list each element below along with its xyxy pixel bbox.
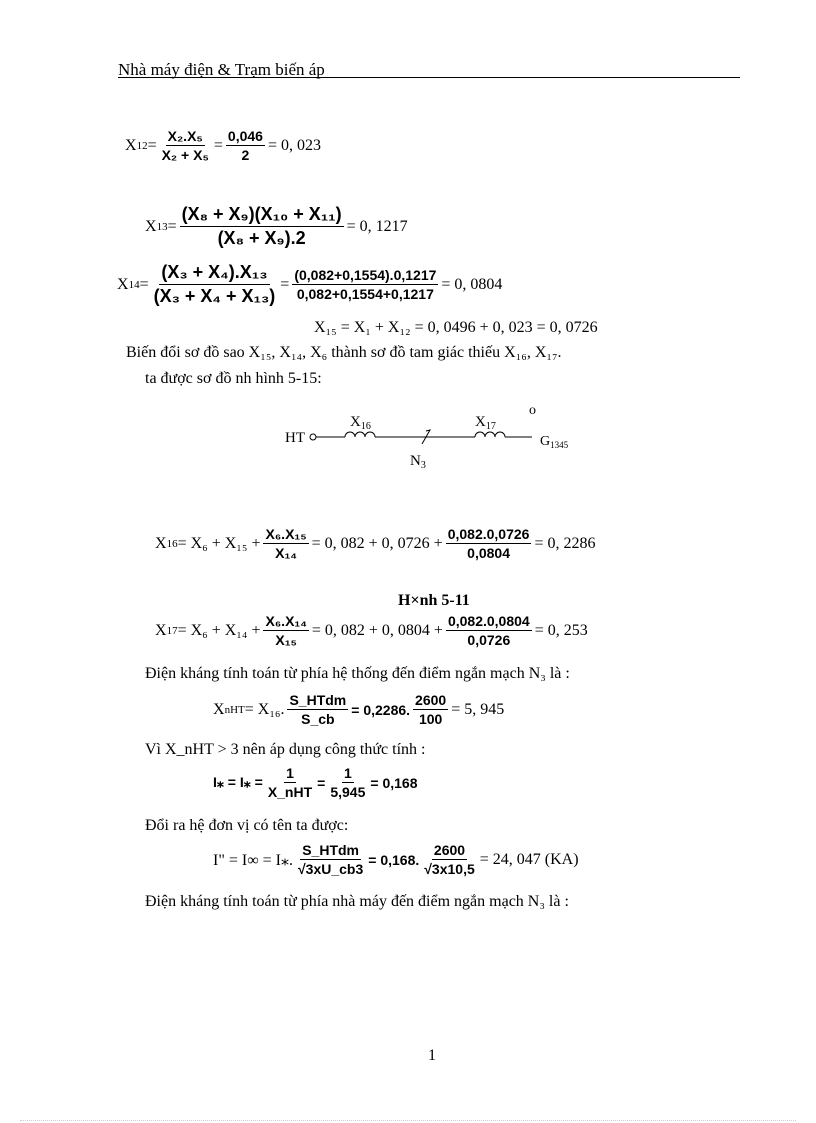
equation-x12: X 12 = $\frac{\text{X₂.X₅}}{\text{X₂ + X₅}}$ = $\frac{0,046}{2}$ = 0, 023 — [125, 128, 321, 163]
paragraph: Điện kháng tính toán từ phía nhà máy đến điểm ngắn mạch N₃ là : — [145, 893, 569, 910]
equation-i-ka: I" = I∞ = I⁎. $\frac{\text{S\_HTdm}}{√3xU\_cb3}$ = 0,168. $\frac{2600}{√3x10,5}$ = 24, 047 (KA) — [213, 842, 579, 877]
header-rule — [118, 77, 740, 78]
page-header: Nhà máy điện & Trạm biến áp — [118, 60, 325, 79]
equation-xnht: X nHT = X₁₆. $\frac{\text{S\_HTdm}}{S\_cb}$ = 0,2286. $\frac{2600}{100}$ = 5, 945 — [213, 692, 505, 727]
fraction: $\frac{2600}{√3x10,5}$ — [424, 842, 475, 877]
diagram-label-x17: $X_{17}$ — [475, 414, 496, 432]
inductor-x16-symbol — [345, 432, 375, 437]
paragraph: Điện kháng tính toán từ phía hệ thống đến điểm ngắn mạch N₃ là : — [145, 665, 570, 682]
diagram-label-o: o — [529, 403, 536, 418]
paragraph: Đổi ra hệ đơn vị có tên ta được: — [145, 817, 349, 834]
fraction: $\frac{0,046}{2}$ — [227, 128, 263, 163]
fraction: $\frac{\text{(X₈ + X₉)(X₁₀ + X₁₁)}}{\text{(X₈ + X₉).2}}$ — [181, 204, 342, 248]
diagram-label-x16: $X_{16}$ — [350, 414, 371, 432]
fraction: $\frac{\text{(X₃ + X₄).X₁₃}}{\text{(X₃ + X₄ + X₁₃)}}$ — [153, 262, 276, 306]
equation-x13: X 13 = $\frac{\text{(X₈ + X₉)(X₁₀ + X₁₁)}}{\text{(X₈ + X₉).2}}$ = 0, 1217 — [145, 204, 408, 248]
eq-lhs: X — [125, 136, 137, 154]
figure-caption: H×nh 5-11 — [398, 592, 470, 609]
diagram-label-n3: $N_3$ — [410, 453, 426, 471]
fraction: $\frac{(0,082+0,1554).0,1217}{0,082+0,1554+0,1217}$ — [294, 267, 437, 302]
equation-x17: X 17 = X₆ + X₁₄ + $\frac{\text{X₆.X₁₄}}{\text{X₁₅}}$ = 0, 082 + 0, 0804 + $\frac{0,082.0,0804}{0,0726}$ = 0, 253 — [155, 613, 588, 648]
equation-x15: X₁₅ = X₁ + X₁₂ = 0, 0496 + 0, 023 = 0, 0726 — [314, 319, 598, 336]
terminal-node — [310, 434, 316, 440]
paragraph: ta được sơ đồ nh hình 5-15: — [145, 370, 322, 387]
fraction: $\frac{\text{X₂.X₅}}{\text{X₂ + X₅}}$ — [161, 128, 209, 163]
inductor-x17-symbol — [475, 432, 505, 437]
page-bottom-edge — [20, 1120, 796, 1121]
equation-i-star: I⁎ = I⁎ = $\frac{1}{\text{X\_nHT}}$ = $\frac{1}{5,945}$ = 0,168 — [213, 765, 418, 800]
diagram-label-g: $G_{1345}$ — [540, 434, 569, 450]
equivalent-circuit-diagram — [270, 398, 590, 478]
fraction: $\frac{\text{X₆.X₁₄}}{\text{X₁₅}}$ — [265, 613, 307, 648]
diagram-label-ht: HT — [285, 430, 305, 446]
fraction: $\frac{2600}{100}$ — [415, 692, 447, 727]
page-number: 1 — [428, 1047, 436, 1064]
paragraph: Biến đổi sơ đồ sao X₁₅, X₁₄, X₆ thành sơ đồ tam giác thiếu X₁₆, X₁₇. — [126, 344, 562, 361]
equation-x14: X 14 = $\frac{\text{(X₃ + X₄).X₁₃}}{\text{(X₃ + X₄ + X₁₃)}}$ = $\frac{(0,082+0,1554).0,1217}{0,082+0,1554+0,1217}$ = 0, 0804 — [117, 262, 503, 306]
equation-x16: X 16 = X₆ + X₁₅ + $\frac{\text{X₆.X₁₅}}{\text{X₁₄}}$ = 0, 082 + 0, 0726 + $\frac{0,082.0,0726}{0,0804}$ = 0, 2286 — [155, 526, 596, 561]
fraction: $\frac{0,082.0,0804}{0,0726}$ — [447, 613, 530, 648]
fraction: $\frac{1}{\text{X\_nHT}}$ — [267, 765, 313, 800]
fraction: $\frac{0,082.0,0726}{0,0804}$ — [447, 526, 530, 561]
fraction: $\frac{\text{S\_HTdm}}{S\_cb}$ — [289, 692, 347, 727]
fraction: $\frac{1}{5,945}$ — [330, 765, 366, 800]
fraction: $\frac{\text{X₆.X₁₅}}{\text{X₁₄}}$ — [265, 526, 307, 561]
fraction: $\frac{\text{S\_HTdm}}{√3xU\_cb3}$ — [297, 842, 364, 877]
paragraph: Vì X_nHT > 3 nên áp dụng công thức tính : — [145, 741, 426, 758]
